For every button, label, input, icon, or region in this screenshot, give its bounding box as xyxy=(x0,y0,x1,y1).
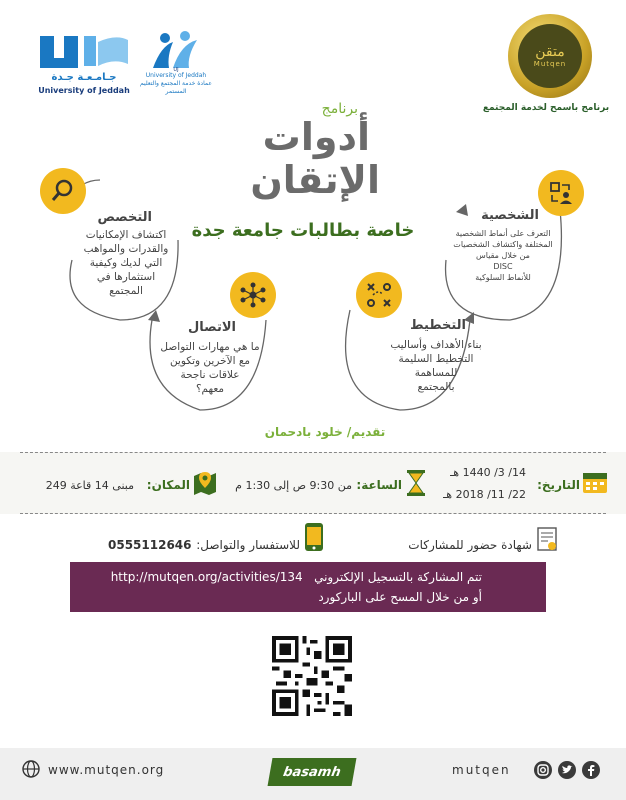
divider-top xyxy=(20,452,606,453)
instagram-icon[interactable] xyxy=(534,761,552,779)
uj-english-name: University of Jeddah xyxy=(38,86,130,95)
topic-communication-body: ما هي مهارات التواصل مع الآخرين وتكوين علاقات ناجحة معهم؟ xyxy=(160,341,260,395)
registration-url[interactable]: http://mutqen.org/activities/134 xyxy=(110,570,303,584)
svg-text:UJ: UJ xyxy=(173,67,179,72)
inquiry-label: للاستفسار والتواصل: xyxy=(196,538,300,552)
profile-exchange-icon xyxy=(538,170,584,216)
topic-planning-title: التخطيط xyxy=(410,318,466,333)
facebook-icon[interactable] xyxy=(582,761,600,779)
strategy-icon xyxy=(356,272,402,318)
basamh-logo: basamh xyxy=(268,758,357,786)
time-label: الساعة: xyxy=(356,478,402,492)
topic-specialization-title: التخصص xyxy=(97,210,152,225)
topic-personality-title: الشخصية xyxy=(481,208,539,223)
deanship-english: University of Jeddah xyxy=(145,72,207,79)
topic-planning-body: بناء الأهداف وأساليب التخطيط السليمة للمساهمة بالمجتمع xyxy=(390,339,482,393)
mutqen-english-wordmark: Mutqen xyxy=(533,60,567,68)
registration-qr-note: أو من خلال المسح على الباركورد xyxy=(318,590,482,604)
divider-bottom xyxy=(20,513,606,514)
certificate-text: شهادة حضور للمشاركات xyxy=(408,538,532,552)
deanship-arabic: عمادة خدمة المجتمع والتعليم المستمر xyxy=(140,80,212,95)
uj-arabic-name: جـامـعـة جـدة xyxy=(51,72,117,83)
topic-personality-body: التعرف على أنماط الشخصية المختلفة واكتشاف الشخصيات من خلال مقياس DISC للأنماط السلوكية xyxy=(453,229,553,282)
registration-box xyxy=(70,562,546,612)
time-value: من 9:30 ص إلى 1:30 م xyxy=(235,479,352,492)
title-line-2: الإتقان xyxy=(250,158,380,202)
title-line-1: أدوات xyxy=(262,115,370,159)
deanship-logo xyxy=(140,28,212,98)
magnifier-icon xyxy=(40,168,86,214)
university-of-jeddah-logo xyxy=(38,34,130,98)
phone-icon xyxy=(304,522,324,552)
registration-text: تتم المشاركة بالتسجيل الإلكتروني xyxy=(314,570,482,584)
footer-social-handle: mutqen xyxy=(452,763,511,777)
date-gregorian: 22/ 11/ 2018 هـ xyxy=(443,488,526,501)
mutqen-badge-logo xyxy=(508,14,592,98)
place-label: المكان: xyxy=(146,478,190,492)
uj-logo-mark xyxy=(38,34,130,70)
qr-code-image[interactable] xyxy=(272,636,352,716)
footer-website-link[interactable]: www.mutqen.org xyxy=(48,763,165,777)
program-line: برنامج باسمح لخدمة المجتمع xyxy=(482,103,610,113)
presenter-name: تقديم/ خلود بادحمان xyxy=(264,425,386,439)
hourglass-icon xyxy=(406,470,426,496)
map-location-icon xyxy=(192,468,218,496)
certificate-icon xyxy=(536,526,560,554)
twitter-icon[interactable] xyxy=(558,761,576,779)
topic-communication-title: الاتصال xyxy=(188,320,236,335)
mutqen-arabic-wordmark: متقن xyxy=(535,44,565,60)
network-icon xyxy=(230,272,276,318)
date-label: التاريخ: xyxy=(537,478,580,492)
topic-specialization-body: اكتشاف الإمكانيات والقدرات والمواهب التي لديك وكيفية استثمارها في المجتمع xyxy=(83,229,169,297)
title-program-word: برنامج xyxy=(321,101,358,117)
calendar-icon xyxy=(582,470,608,494)
date-hijri: 14/ 3/ 1440 هـ xyxy=(450,466,526,479)
phone-number[interactable]: 0555112646 xyxy=(108,538,192,552)
title-subtitle: خاصة بطالبات جامعة جدة xyxy=(191,220,415,241)
deanship-figures-icon xyxy=(143,28,209,72)
place-value: مبنى 14 قاعة 249 xyxy=(45,479,134,492)
globe-icon xyxy=(22,760,40,778)
